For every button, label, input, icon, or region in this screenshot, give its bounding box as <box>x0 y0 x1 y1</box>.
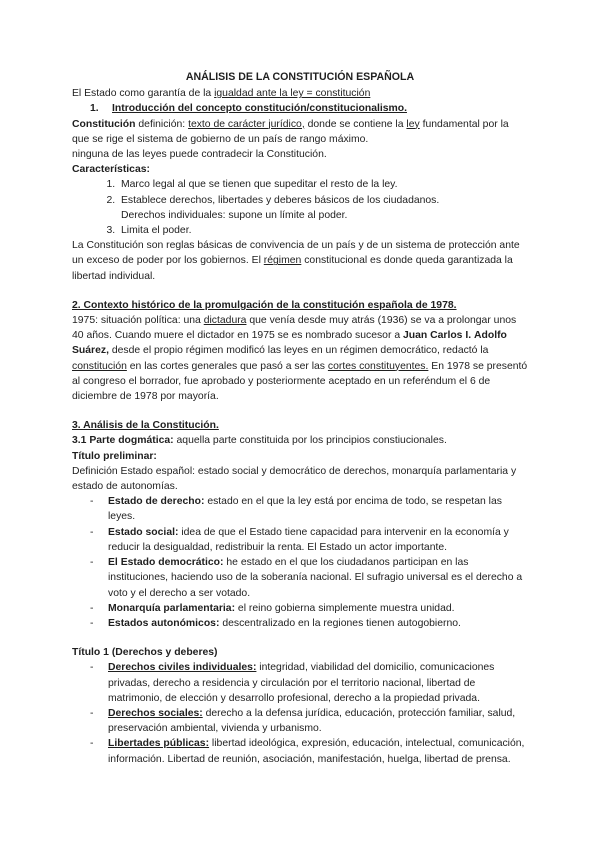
characteristics-list <box>72 177 528 238</box>
list-item-label: El Estado democrático: <box>108 557 224 569</box>
title1-heading: Título 1 (Derechos y deberes) <box>72 647 218 659</box>
list-item-text: idea de que el Estado tiene capacidad para intervenir en la economía y reducir la desigualdad, redistribuir la renta. El Estado un actor importante. <box>108 526 509 553</box>
title1-list <box>72 660 528 766</box>
closing-underlined: régimen <box>263 255 302 267</box>
s2-text-3: desde el propio régimen modificó las leyes en un régimen democrático, redactó la <box>108 345 489 357</box>
definition-underline-2: ley <box>406 118 420 130</box>
list-item-text: el reino gobierna simplemente muestra unidad. <box>235 602 455 614</box>
section1-number: 1. <box>90 103 99 115</box>
section3-heading: 3. Análisis de la Constitución. <box>72 420 219 432</box>
spacer <box>72 284 528 298</box>
list-item <box>72 616 528 631</box>
list-item-label: Estado de derecho: <box>108 496 205 508</box>
dogmatic-label: 3.1 Parte dogmática: <box>72 435 174 447</box>
list-item <box>72 494 528 524</box>
list-item-label: Derechos sociales: <box>108 707 203 719</box>
constitution-definition <box>72 117 528 147</box>
spacer <box>72 404 528 418</box>
list-item <box>72 601 528 616</box>
section1-heading-text: Introducción del concepto constitución/constitucionalismo. <box>112 103 407 115</box>
list-item-label: Estados autonómicos: <box>108 617 220 629</box>
document-title: ANÁLISIS DE LA CONSTITUCIÓN ESPAÑOLA <box>185 71 415 83</box>
dogmatic-part <box>72 433 528 448</box>
list-item-text: descentralizado en la regiones tienen autogobierno. <box>219 617 461 629</box>
list-item-text: derecho a la defensa jurídica, educación, protección familiar, salud, preservación ambiental, vivienda y urbanismo. <box>108 707 516 735</box>
definition-label: Constitución <box>72 118 136 130</box>
intro-underlined: igualdad ante la ley = constitución <box>214 88 371 100</box>
intro-text: El Estado como garantía de la <box>72 88 215 100</box>
s2-text-1: 1975: situación política: una <box>72 315 204 327</box>
section1-heading <box>72 101 528 116</box>
intro-line <box>72 86 528 101</box>
list-item-subtext: Derechos individuales: supone un límite al poder. <box>121 209 348 221</box>
preliminary-title-heading: Título preliminar: <box>72 450 157 462</box>
list-item <box>72 736 528 766</box>
s2-underline-dictadura: dictadura <box>203 315 247 327</box>
definition-pre: definición: <box>135 118 189 130</box>
list-item <box>72 525 528 555</box>
list-item <box>72 660 528 706</box>
definition-mid: donde se contiene la <box>304 118 407 130</box>
s2-text-4: en las cortes generales que pasó a ser las <box>126 360 328 372</box>
list-item-label: Libertades públicas: <box>108 738 210 750</box>
dogmatic-text: aquella parte constituida por los principios constiucionales. <box>173 435 447 447</box>
definition-post: fundamental por la que se rige el sistema de gobierno de un país de rango máximo. <box>72 118 509 145</box>
s2-text-5: En 1978 se presentó al congreso el borrador, fue aprobado y posteriormente aceptado en un referéndum el 6 de diciembre de 1978 por mayoría. <box>72 360 528 403</box>
list-item <box>118 177 528 192</box>
section2-heading: 2. Contexto histórico de la promulgación de la constitución española de 1978. <box>72 299 457 311</box>
list-item-text: he estado en el que los ciudadanos participan en las instituciones, haciendo uso de la soberanía nacional. El sufragio universal es el derecho a voto y el derecho a ser votado. <box>108 557 523 599</box>
closing-post: constitucional es donde queda garantizada la libertad individual. <box>72 255 513 282</box>
s2-bold-juan-carlos: Juan Carlos I. <box>402 330 472 342</box>
list-item-text: Establece derechos, libertades y deberes básicos de los ciudadanos. <box>121 194 440 206</box>
spacer <box>72 631 528 645</box>
s2-underline-constitucion: constitución <box>72 360 127 372</box>
preliminary-definition: Definición Estado español: estado social y democrático de derechos, monarquía parlamentaria y estado de autonomías. <box>72 465 517 493</box>
definition-line2: ninguna de las leyes puede contradecir la Constitución. <box>72 149 327 161</box>
s2-bold-adolfo-suarez: Adolfo Suárez, <box>72 330 507 357</box>
list-item <box>72 555 528 601</box>
list-item-label: Estado social: <box>108 526 179 538</box>
list-item-text: integridad, viabilidad del domicilio, comunicaciones privadas, derecho a residencia y circulación por el territorio nacional, libertad de matrimonio, de elección y desarrollo profesional, derecho a la propiedad privada. <box>108 662 495 704</box>
section1-closing <box>72 238 528 284</box>
section2-paragraph <box>72 313 528 404</box>
list-item-label: Monarquía parlamentaria: <box>108 602 236 614</box>
preliminary-list <box>72 494 528 631</box>
list-item <box>118 223 528 238</box>
s2-underline-cortes: cortes constituyentes. <box>327 360 429 372</box>
characteristics-heading: Características: <box>72 164 150 176</box>
list-item-text: Marco legal al que se tienen que supeditar el resto de la ley. <box>121 179 398 191</box>
list-item-text: Limita el poder. <box>121 225 192 237</box>
closing-pre: La Constitución son reglas básicas de convivencia de un país y de un sistema de protección ante un exceso de poder por los gobiernos. El <box>72 240 520 267</box>
definition-underline-1: texto de carácter jurídico, <box>188 118 305 130</box>
list-item-text: libertad ideológica, expresión, educación, intelectual, comunicación, información. Libertad de reunión, asociación, manifestación, huelga, libertad de prensa. <box>108 738 525 765</box>
list-item <box>118 193 528 223</box>
s2-text-2: que venía desde muy atrás (1936) se va a prolongar unos 40 años. Cuando muere el dictador en 1975 se es nombrado sucesor a <box>72 315 517 342</box>
list-item-text: estado en el que la ley está por encima de todo, se respetan las leyes. <box>108 496 502 523</box>
list-item <box>72 706 528 736</box>
list-item-label: Derechos civiles individuales: <box>108 662 257 674</box>
